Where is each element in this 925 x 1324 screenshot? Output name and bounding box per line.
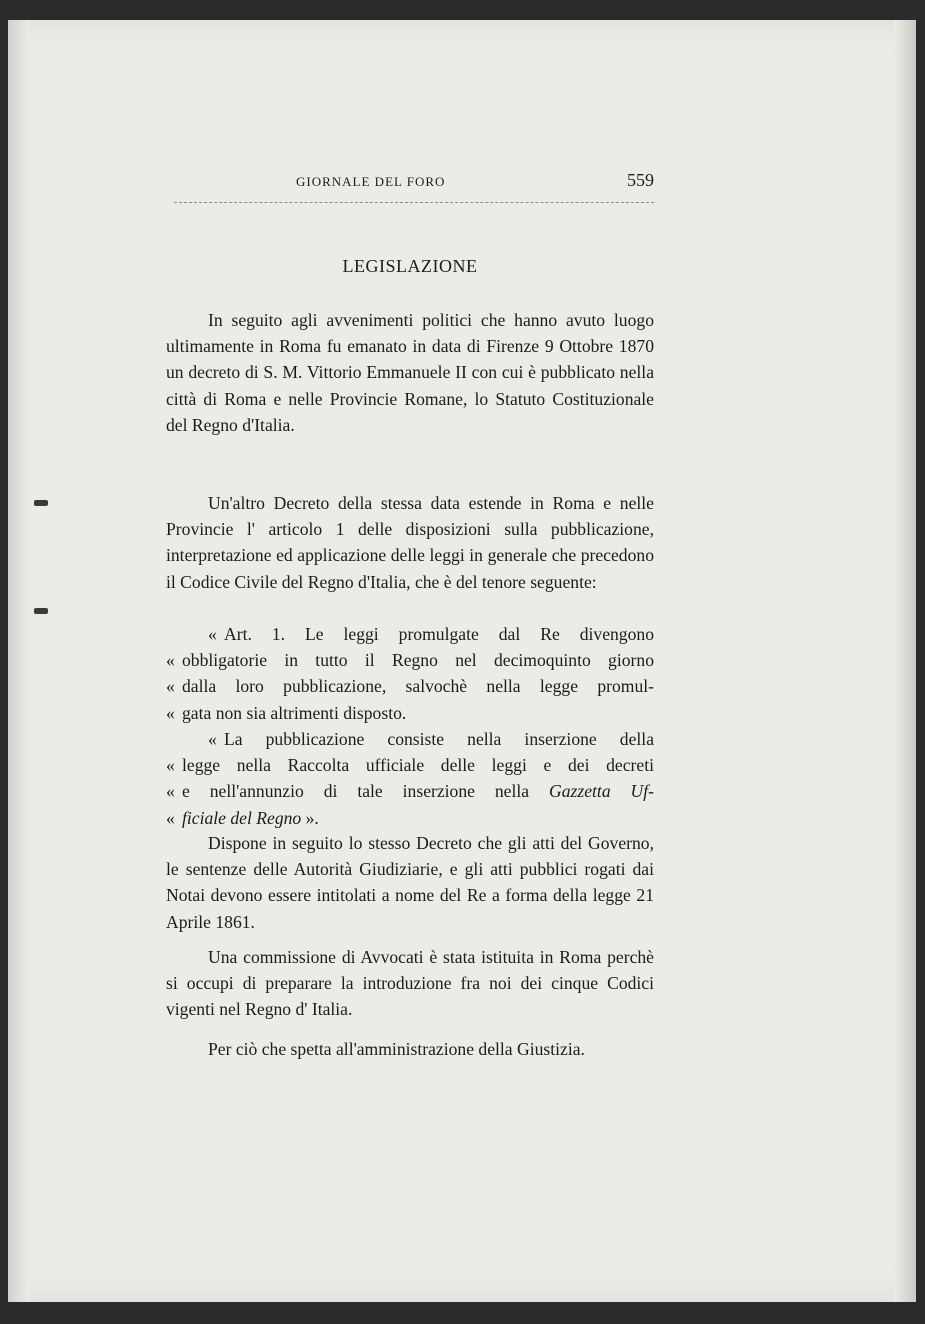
running-header [166,170,654,200]
quote-mark: « [166,676,175,697]
quote-mark: « [208,624,217,644]
quote-line [166,726,654,752]
book-page [8,20,916,1302]
margin-mark [34,608,48,614]
header-rule [174,202,654,203]
quote-line-text: legge nella Raccolta ufficiale delle leggi e dei decreti [182,755,654,776]
quote-mark: « [166,702,175,723]
quote-close-mark: ». [305,807,319,828]
page-number: 559 [627,170,654,190]
quote-article-1 [166,621,654,726]
quote-mark: « [166,807,175,828]
paragraph-2: Un'altro Decreto della stessa data estende in Roma e nelle Provincie l' articolo 1 delle disposizioni sulla pubblicazione, interpretazione ed applicazione delle leggi in generale che precedono il Codice Civile del Regno d'Italia, che è del tenore seguente: [166,493,654,592]
margin-mark [34,500,48,506]
quote-line [166,673,654,699]
paragraph-3: Dispone in seguito lo stesso Decreto che gli atti del Governo, le sentenze delle Autorità Giudiziarie, e gli atti pubblici rogati dai Notai devono essere intitolati a nome del Re a forma della legge 21 Aprile 1861. [166,833,654,932]
paragraph-5: Per ciò che spetta all'amministrazione della Giustizia. [208,1039,585,1059]
quote-line [166,700,654,726]
page-edge-shadow [894,20,916,1302]
quote-line [166,647,654,673]
quote-mark: « [166,650,175,671]
gazzetta-title-part-2: ficiale del Regno [182,807,302,828]
quote-publication [166,726,654,831]
quote-mark: « [166,755,175,776]
quote-line-text: gata non sia altrimenti disposto. [182,702,407,723]
page-gutter-shadow [8,20,30,1302]
quote-mark: « [166,781,175,802]
quote-line-text: e nell'annunzio di tale inserzione nella [182,781,530,802]
gazzetta-title-part-1: Gazzetta Uf- [549,781,654,802]
quote-line [166,778,654,804]
quote-line [166,752,654,778]
quote-line [166,805,654,831]
quote-mark: « [208,729,217,749]
quote-line-text: Art. 1. Le leggi promulgate dal Re divengono [224,624,654,644]
quote-line [166,621,654,647]
quote-line-text: La pubblicazione consiste nella inserzione della [224,729,654,749]
quote-line-text: dalla loro pubblicazione, salvochè nella legge promul- [182,676,654,697]
paragraph-4: Una commissione di Avvocati è stata istituita in Roma perchè si occupi di preparare la introduzione fra noi dei cinque Codici vigenti nel Regno d' Italia. [166,947,654,1020]
section-title: LEGISLAZIONE [342,256,478,276]
running-title: GIORNALE DEL FORO [296,174,446,189]
paragraph-1: In seguito agli avvenimenti politici che hanno avuto luogo ultimamente in Roma fu emanato in data di Firenze 9 Ottobre 1870 un decreto di S. M. Vittorio Emmanuele II con cui è pubblicato nella città di Roma e nelle Provincie Romane, lo Statuto Costituzionale del Regno d'Italia. [166,310,654,435]
quote-line-text: obbligatorie in tutto il Regno nel decimoquinto giorno [182,650,654,671]
